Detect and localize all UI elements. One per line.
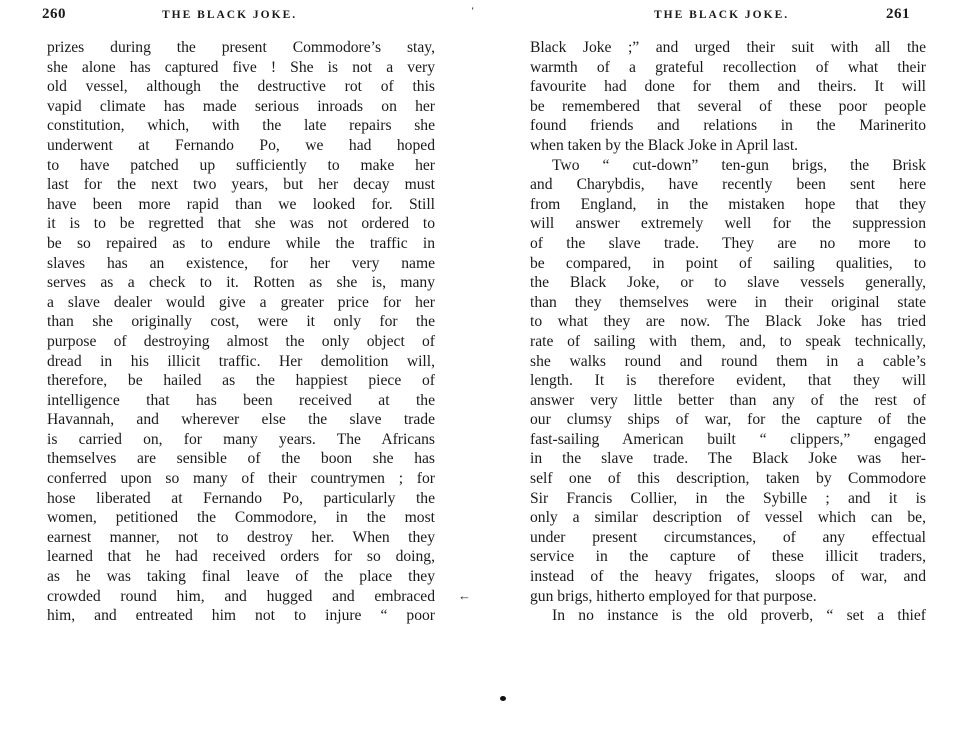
text-line: and Charybdis, have recently been sent here	[530, 176, 926, 194]
right-page-number: 261	[886, 6, 910, 22]
text-line: found friends and relations in the Marinerito	[530, 117, 926, 135]
text-line: a slave dealer would give a greater price for her	[47, 293, 435, 311]
text-line: be remembered that several of these poor people	[530, 97, 926, 115]
text-line: Two “ cut-down” ten-gun brigs, the Brisk	[552, 156, 926, 174]
text-line: length. It is therefore evident, that they will	[530, 372, 926, 390]
text-line: fast-sailing American built “ clippers,” engaged	[530, 430, 926, 448]
text-line: than they themselves were in their original state	[530, 293, 926, 311]
text-line: from England, in the mistaken hope that they	[530, 195, 926, 213]
text-line: than she originally cost, were it only for the	[47, 313, 435, 331]
text-line: dread in his illicit traffic. Her demolition will,	[47, 352, 435, 370]
ink-speck	[500, 696, 506, 701]
text-line: Havannah, and wherever else the slave trade	[47, 411, 435, 429]
text-line: prizes during the present Commodore’s stay,	[47, 39, 435, 56]
text-line: be compared, in point of sailing qualities, to	[530, 254, 926, 272]
text-line: of the slave trade. They are no more to	[530, 234, 926, 252]
text-line: conferred upon so many of their countrymen ; for	[47, 470, 435, 488]
text-line: old vessel, although the destructive rot of this	[47, 78, 435, 96]
text-line: to what they are now. The Black Joke has tried	[530, 313, 926, 331]
text-line: she alone has captured five ! She is not a very	[47, 58, 435, 76]
text-line: therefore, be hailed as the happiest piece of	[47, 372, 435, 390]
text-line: slaves has an existence, for her very name	[47, 254, 435, 272]
text-line: Sir Francis Collier, in the Sybille ; and it is	[530, 489, 926, 507]
left-page-text	[47, 38, 435, 626]
left-page-number: 260	[42, 6, 66, 22]
text-line: purpose of destroying almost the only object of	[47, 332, 435, 350]
text-line: serves as a check to it. Rotten as she is, many	[47, 274, 435, 292]
text-line: only a similar description of vessel which can be,	[530, 509, 926, 527]
text-line: the Black Joke, or to slave vessels generally,	[530, 274, 926, 292]
text-line: instead of the heavy frigates, sloops of war, and	[530, 568, 926, 586]
text-line: as he was taking final leave of the place they	[47, 568, 435, 586]
text-line: gun brigs, hitherto employed for that purpose.	[530, 587, 817, 605]
text-line: last for the next two years, but her decay must	[47, 176, 435, 194]
text-line: be so repaired as to endure while the traffic in	[47, 234, 435, 252]
text-line: she walks round and round them in a cable’s	[530, 352, 926, 370]
text-line: earnest manner, not to destroy her. When they	[47, 528, 435, 546]
text-line: intelligence that has been received at the	[47, 391, 435, 409]
right-page-text	[530, 38, 926, 626]
text-line: constitution, which, with the late repairs she	[47, 117, 435, 135]
text-line: our clumsy ships of war, for the capture of the	[530, 411, 926, 429]
text-line: learned that he had received orders for so doing,	[47, 548, 435, 566]
text-line: is carried on, for many years. The Africans	[47, 430, 435, 448]
text-line: self one of this description, taken by Commodore	[530, 470, 926, 488]
text-line: warmth of a grateful recollection of what their	[530, 58, 926, 76]
text-line: will answer extremely well for the suppression	[530, 215, 926, 233]
text-line: underwent at Fernando Po, we had hoped	[47, 136, 435, 154]
left-page	[0, 0, 480, 750]
gutter-arrow-mark: ←	[458, 588, 471, 603]
text-line: In no instance is the old proverb, “ set a thief	[552, 607, 926, 625]
text-line: in the slave trade. The Black Joke was her-	[530, 450, 926, 468]
right-page	[490, 0, 980, 750]
text-line: have been more rapid than we looked for. Still	[47, 195, 435, 213]
text-line: answer very little better than any of the rest of	[530, 391, 926, 409]
text-line: service in the capture of these illicit traders,	[530, 548, 926, 566]
text-line: under present circumstances, of any effectual	[530, 528, 926, 546]
text-line: rate of sailing with them, and, to speak technically,	[530, 332, 926, 350]
right-running-title: THE BLACK JOKE.	[654, 9, 790, 21]
text-line: Black Joke ;” and urged their suit with all the	[530, 39, 926, 56]
text-line: vapid climate has made serious inroads on her	[47, 97, 435, 115]
gutter-tick-mark: ‘	[471, 6, 475, 17]
text-line: favourite had done for them and theirs. It will	[530, 78, 926, 96]
text-line: women, petitioned the Commodore, in the most	[47, 509, 435, 527]
text-line: him, and entreated him not to injure “ poor	[47, 607, 435, 625]
text-line: hose liberated at Fernando Po, particularly the	[47, 489, 435, 507]
left-running-title: THE BLACK JOKE.	[162, 9, 298, 21]
text-line: it is to be regretted that she was not ordered to	[47, 215, 435, 233]
text-line: themselves are sensible of the boon she has	[47, 450, 435, 468]
text-line: when taken by the Black Joke in April last.	[530, 136, 799, 154]
text-line: crowded round him, and hugged and embraced	[47, 587, 435, 605]
text-line: to have patched up sufficiently to make her	[47, 156, 435, 174]
